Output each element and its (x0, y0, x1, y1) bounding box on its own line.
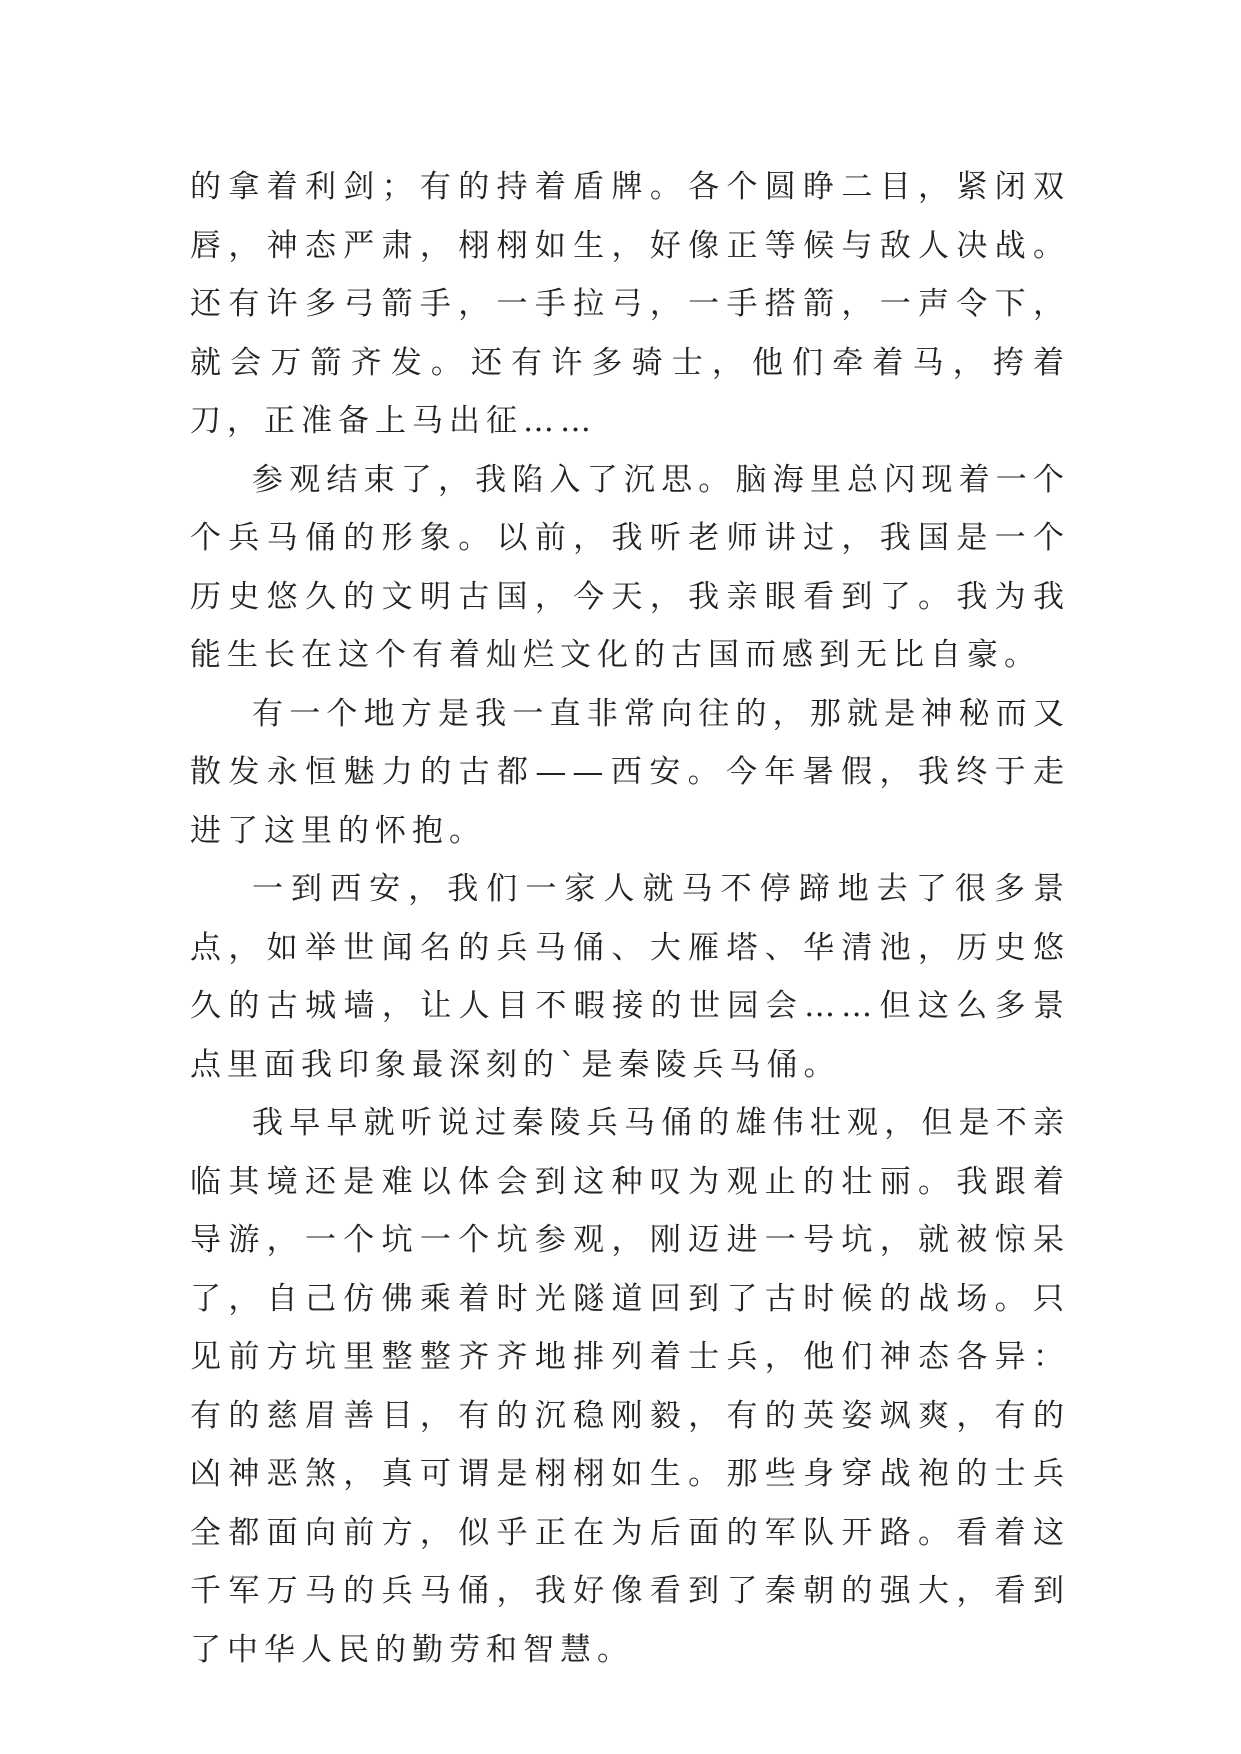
paragraph-2: 参观结束了，我陷入了沉思。脑海里总闪现着一个个兵马俑的形象。以前，我听老师讲过，我国是一个历史悠久的文明古国，今天，我亲眼看到了。我为我能生长在这个有着灿烂文化的古国而感到无比自豪。 (190, 461, 1070, 673)
document-body (190, 158, 1070, 1679)
paragraph-3: 有一个地方是我一直非常向往的，那就是神秘而又散发永恒魅力的古都——西安。今年暑假，我终于走进了这里的怀抱。 (190, 695, 1070, 849)
paragraph-1: 的拿着利剑；有的持着盾牌。各个圆睁二目，紧闭双唇，神态严肃，栩栩如生，好像正等候与敌人决战。还有许多弓箭手，一手拉弓，一手搭箭，一声令下，就会万箭齐发。还有许多骑士，他们牵着马，挎着刀，正准备上马出征…… (190, 169, 1070, 439)
paragraph-5: 我早早就听说过秦陵兵马俑的雄伟壮观，但是不亲临其境还是难以体会到这种叹为观止的壮丽。我跟着导游，一个坑一个坑参观，刚迈进一号坑，就被惊呆了，自己仿佛乘着时光隧道回到了古时候的战场。只见前方坑里整整齐齐地排列着士兵，他们神态各异：有的慈眉善目，有的沉稳刚毅，有的英姿飒爽，有的凶神恶煞，真可谓是栩栩如生。那些身穿战袍的士兵全都面向前方，似乎正在为后面的军队开路。看着这千军万马的兵马俑，我好像看到了秦朝的强大，看到了中华人民的勤劳和智慧。 (190, 1105, 1070, 1668)
paragraph-4: 一到西安，我们一家人就马不停蹄地去了很多景点，如举世闻名的兵马俑、大雁塔、华清池，历史悠久的古城墙，让人目不暇接的世园会……但这么多景点里面我印象最深刻的`是秦陵兵马俑。 (190, 871, 1070, 1083)
